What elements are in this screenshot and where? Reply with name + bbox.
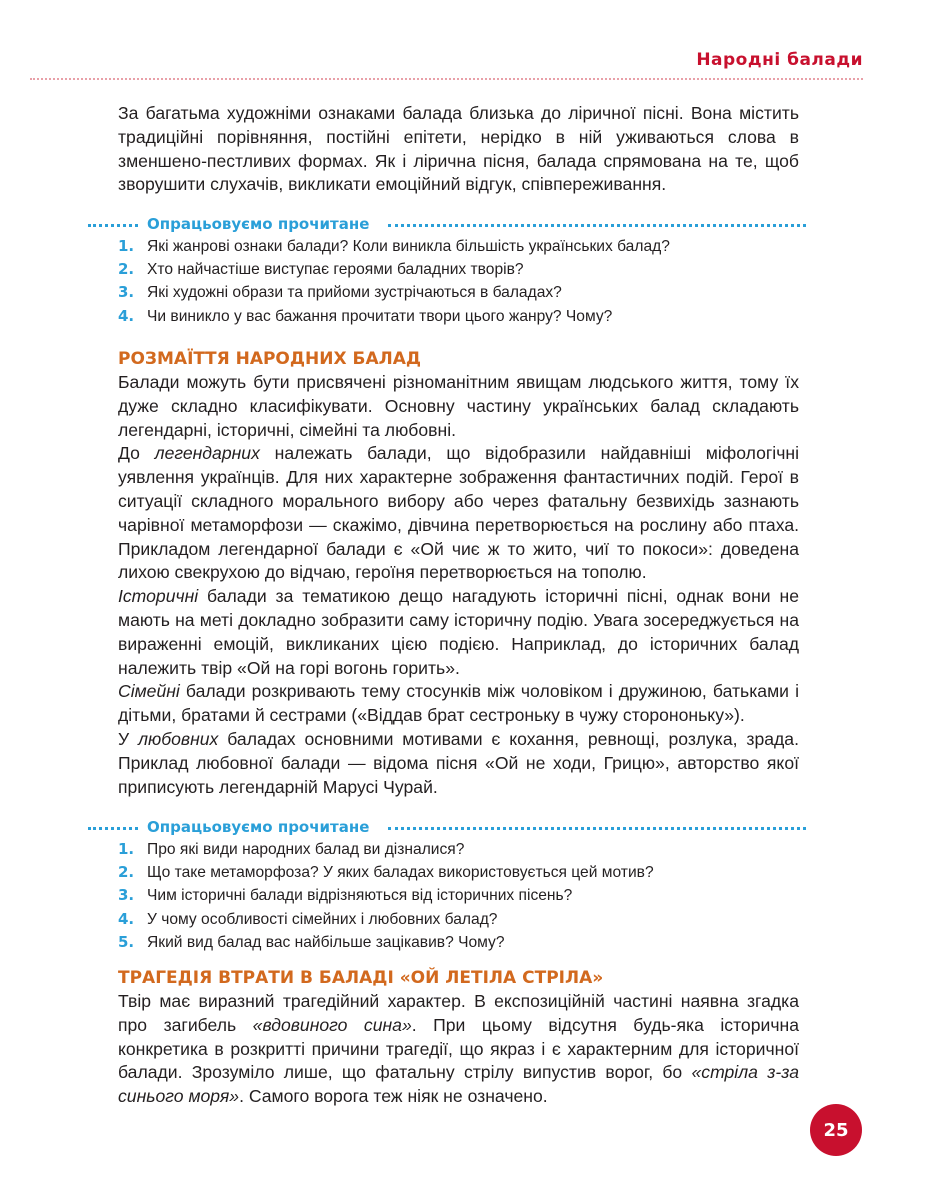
section-heading: ТРАГЕДІЯ ВТРАТИ В БАЛАДІ «ОЙ ЛЕТІЛА СТРІЛА»: [118, 968, 604, 988]
section-paragraph: [118, 990, 799, 1109]
question-number: 3.: [118, 283, 135, 302]
question-text: Який вид балад вас найбільше зацікавив? Чому?: [147, 933, 505, 951]
question-text: У чому особливості сімейних і любовних балад?: [147, 910, 498, 928]
emphasis-term: Сімейні: [118, 681, 180, 702]
questions-list-2: [118, 838, 799, 954]
running-header-title: Народні балади: [696, 50, 863, 70]
question-number: 3.: [118, 886, 135, 905]
text-run: баладах основними мотивами є кохання, ревнощі, розлука, зрада. Приклад любовної балади — відома пісня «Ой не ходи, Грицю», авторство якої приписують легендарній Марусі Чурай.: [118, 728, 799, 797]
rubric-title: Опрацьовуємо прочитане: [147, 818, 370, 836]
question-item: [118, 908, 799, 931]
question-item: [118, 258, 799, 281]
question-item: [118, 931, 799, 954]
text-run: . Самого ворога теж ніяк не означено.: [239, 1086, 548, 1107]
question-text: Які художні образи та прийоми зустрічаються в баладах?: [147, 284, 562, 302]
section-paragraph: [118, 442, 799, 585]
question-item: [118, 838, 799, 861]
question-number: 5.: [118, 932, 135, 951]
section-paragraph: Балади можуть бути присвячені різноманітним явищам людського життя, тому їх дуже складно класифікувати. Основну частину українських балад складають легендарні, історичні, сімейні та любовні.: [118, 372, 799, 440]
emphasis-term: любовних: [138, 728, 219, 749]
section-heading: РОЗМАЇТТЯ НАРОДНИХ БАЛАД: [118, 349, 422, 369]
emphasis-quote: «стріла з-за синього моря»: [118, 1062, 799, 1107]
question-text: Що таке метаморфоза? У яких баладах використовується цей мотив?: [147, 864, 654, 882]
question-number: 2.: [118, 863, 135, 882]
intro-paragraph: За багатьма художніми ознаками балада близька до ліричної пісні. Вона містить традиційні порівняння, постійні епітети, нерідко в ній уживаються слова в зменшено-пестливих формах. Як і лірична пісня, балада спрямована на те, щоб зворушити слухачів, викликати емоційний відгук, співпереживання.: [118, 103, 799, 195]
question-number: 1.: [118, 840, 135, 858]
question-item: [118, 861, 799, 884]
header-dotted-rule: [30, 78, 863, 80]
text-run: балади за тематикою дещо нагадують історичні пісні, однак вони не мають на меті докладно зобразити саму історичну подію. Увага зосереджується на вираженні емоцій, викликаних цією подією. Наприклад, до історичних балад належить твір «Ой на горі вогонь горить».: [118, 586, 799, 678]
question-number: 4.: [118, 909, 135, 928]
text-run: Твір має виразний трагедійний характер. В експозиційній частині наявна згадка про загибель: [118, 991, 799, 1035]
rubric-dots-left: [88, 224, 138, 227]
question-number: 4.: [118, 306, 135, 325]
question-text: Чи виникло у вас бажання прочитати твори цього жанру? Чому?: [147, 307, 613, 325]
question-item: [118, 305, 799, 328]
rubric-dots-right: [388, 827, 806, 830]
text-run: До: [118, 443, 155, 464]
question-text: Про які види народних балад ви дізналися?: [147, 841, 465, 858]
question-text: Чим історичні балади відрізняються від історичних пісень?: [147, 887, 573, 905]
question-text: Хто найчастіше виступає героями баладних творів?: [147, 261, 524, 279]
text-run: . При цьому відсутня будь-яка історична конкретика в розкритті причини трагедії, що якраз і є характерним для історичної балади. Зрозуміло лише, що фатальну стрілу випустив ворог, бо: [118, 1014, 800, 1083]
intro-block: [118, 102, 799, 197]
questions-list-1: [118, 235, 799, 328]
text-run: балади розкривають тему стосунків між чоловіком і дружиною, батьками і дітьми, братами й сестрами («Віддав брат сестроньку в чужу сторононьку»).: [118, 681, 799, 726]
emphasis-term: легендарних: [154, 443, 260, 464]
question-item: [118, 884, 799, 907]
question-number: 2.: [118, 260, 135, 279]
rubric-review-2: [88, 815, 806, 839]
emphasis-term: Історичні: [118, 586, 199, 607]
section-varieties: [118, 347, 799, 799]
section-paragraph: [118, 585, 799, 680]
section-tragedy: [118, 966, 799, 1109]
question-text: Які жанрові ознаки балади? Коли виникла більшість українських балад?: [147, 238, 670, 255]
question-item: [118, 235, 799, 258]
page-number-badge: 25: [810, 1104, 862, 1156]
rubric-dots-right: [388, 224, 806, 227]
question-item: [118, 281, 799, 304]
rubric-review-1: [88, 212, 806, 236]
section-paragraph: [118, 728, 799, 799]
rubric-dots-left: [88, 827, 138, 830]
text-run: належать балади, що відобразили найдавніші міфологічні уявлення українців. Для них характерне зображення фантастичних подій. Герої в ситуації складного морального вибору або через фатальну безвихідь зазнають чарівної метаморфози — скажімо, дівчина перетворюється на рослину або птаха. Прикладом легендарної балади є «Ой чиє ж то жито, чиї то покоси»: доведена лихою свекрухою до відчаю, героїня перетворюється на тополю.: [118, 443, 799, 583]
emphasis-quote: «вдовиного сина»: [252, 1014, 412, 1035]
text-run: У: [118, 728, 139, 749]
question-number: 1.: [118, 237, 135, 255]
section-paragraph: [118, 680, 799, 728]
rubric-title: Опрацьовуємо прочитане: [147, 215, 370, 233]
